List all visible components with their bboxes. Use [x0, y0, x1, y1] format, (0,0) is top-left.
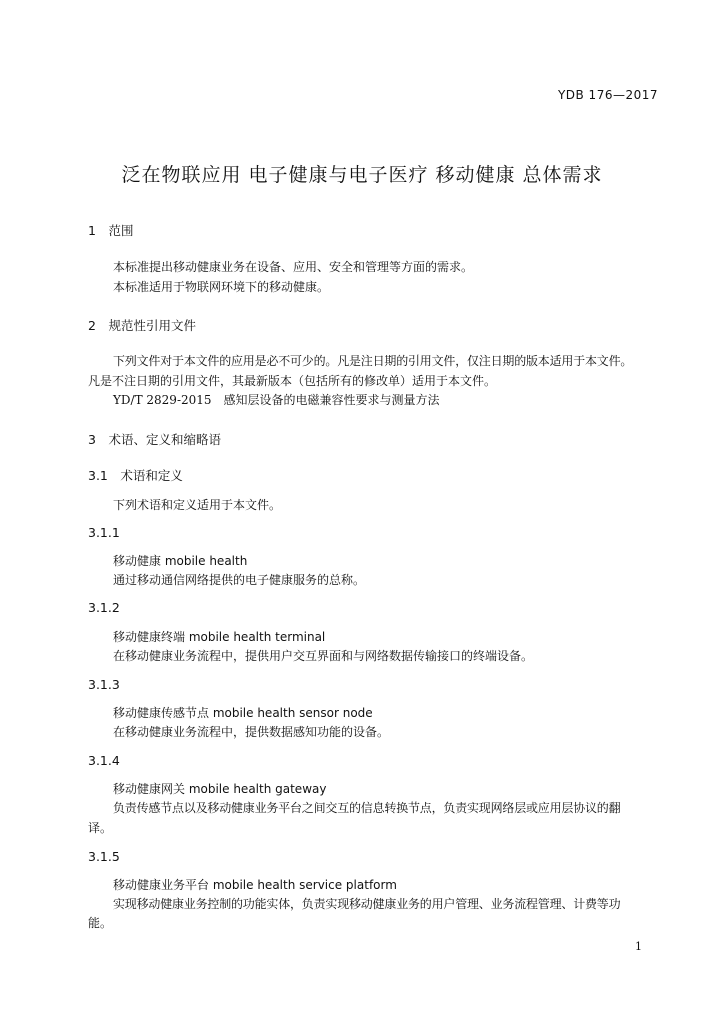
section-2-para-line-2: 凡是不注日期的引用文件，其最新版本（包括所有的修改单）适用于本文件。: [88, 374, 497, 388]
term-number-3-1-1: 3.1.1: [88, 525, 120, 540]
definition-3-1-2: 在移动健康业务流程中，提供用户交互界面和与网络数据传输接口的终端设备。: [113, 649, 534, 663]
section-3-1-intro: 下列术语和定义适用于本文件。: [113, 498, 282, 512]
section-1-para-1: 本标准提出移动健康业务在设备、应用、安全和管理等方面的需求。: [113, 260, 474, 274]
section-1-para-2: 本标准适用于物联网环境下的移动健康。: [113, 280, 330, 294]
term-number-3-1-5: 3.1.5: [88, 849, 120, 864]
term-3-1-5: 移动健康业务平台 mobile health service platform: [113, 878, 397, 892]
definition-3-1-5-line-2: 能。: [88, 916, 113, 930]
term-3-1-3: 移动健康传感节点 mobile health sensor node: [113, 706, 373, 720]
term-number-3-1-4: 3.1.4: [88, 753, 120, 768]
document-title: 泛在物联应用 电子健康与电子医疗 移动健康 总体需求: [121, 164, 603, 186]
term-number-3-1-3: 3.1.3: [88, 677, 120, 692]
definition-3-1-4-line-2: 译。: [88, 821, 113, 835]
section-1-heading: 1 范围: [88, 223, 134, 238]
definition-3-1-5-line-1: 实现移动健康业务控制的功能实体，负责实现移动健康业务的用户管理、业务流程管理、计费等功: [113, 897, 621, 911]
definition-3-1-4-line-1: 负责传感节点以及移动健康业务平台之间交互的信息转换节点，负责实现网络层或应用层协议的翻: [113, 801, 621, 815]
term-3-1-1: 移动健康 mobile health: [113, 554, 248, 568]
page-number: 1: [635, 940, 642, 953]
standard-code: YDB 176—2017: [557, 88, 658, 102]
term-3-1-2: 移动健康终端 mobile health terminal: [113, 630, 326, 644]
definition-3-1-1: 通过移动通信网络提供的电子健康服务的总称。: [113, 573, 366, 587]
section-2-heading: 2 规范性引用文件: [88, 318, 196, 333]
normative-reference: YD/T 2829-2015 感知层设备的电磁兼容性要求与测量方法: [113, 393, 440, 407]
section-2-para-line-1: 下列文件对于本文件的应用是必不可少的。凡是注日期的引用文件，仅注日期的版本适用于本文件。: [113, 354, 633, 368]
definition-3-1-3: 在移动健康业务流程中，提供数据感知功能的设备。: [113, 725, 390, 739]
section-3-1-heading: 3.1 术语和定义: [88, 468, 183, 483]
term-3-1-4: 移动健康网关 mobile health gateway: [113, 782, 327, 796]
section-3-heading: 3 术语、定义和缩略语: [88, 432, 221, 447]
term-number-3-1-2: 3.1.2: [88, 600, 120, 615]
